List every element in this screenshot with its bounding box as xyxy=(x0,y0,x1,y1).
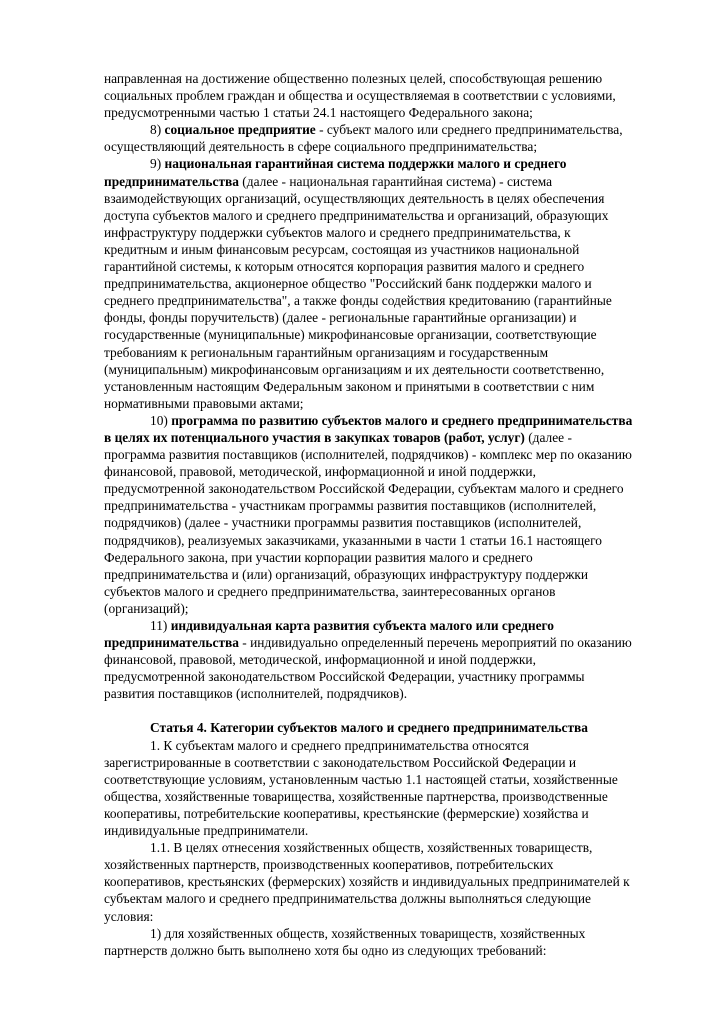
paragraph-text: 1) для хозяйственных обществ, хозяйственных товариществ, хозяйственных партнерств должно быть выполнено хотя бы одно из следующих требований: xyxy=(104,925,586,958)
definition-text: - индивидуально определенный перечень мероприятий по оказанию финансовой, правовой, методической, информационной и иной поддержки, предусмотренной законодательством Российской Федерации, участнику программы развития поставщиков (исполнителей, подрядчиков). xyxy=(104,635,632,702)
item-number: 9) xyxy=(150,156,165,172)
paragraph-item-8 xyxy=(104,121,636,155)
article-paragraph-1 xyxy=(104,737,636,840)
defined-term: национальная гарантийная система поддержки малого и среднего предпринимательства xyxy=(104,156,567,189)
paragraph-item-9 xyxy=(104,155,636,411)
item-number: 10) xyxy=(150,412,172,428)
paragraph-item-11 xyxy=(104,617,636,702)
definition-text: (далее - программа развития поставщиков (исполнителей, подрядчиков) - комплекс мер по оказанию финансовой, правовой, методической, информационной и иной поддержки, предусмотренной законодательством Российской Федерации, субъектам малого и среднего предпринимательства - участникам программы развития поставщиков (исполнителей, подрядчиков) (далее - участники программы развития поставщиков (исполнителей, подрядчиков), реализуемых заказчиками, указанными в части 1 статьи 16.1 настоящего Федерального закона, при участии корпорации развития малого и среднего предпринимательства и (или) организаций, образующих инфраструктуру поддержки субъектов малого и среднего предпринимательства, заинтересованных органов (организаций); xyxy=(104,429,632,616)
item-number: 11) xyxy=(150,618,171,633)
defined-term: индивидуальная карта развития субъекта малого или среднего предпринимательства xyxy=(104,618,554,651)
article-heading: Статья 4. Категории субъектов малого и среднего предпринимательства xyxy=(150,720,588,736)
definition-text: - субъект малого или среднего предпринимательства, осуществляющий деятельность в сфере социального предпринимательства; xyxy=(104,122,623,155)
paragraph-text: 1. К субъектам малого и среднего предпринимательства относятся зарегистрированные в соответствии с законодательством Российской Федерации и соответствующие условиям, установленным частью 1.1 настоящей статьи, хозяйственные общества, хозяйственные товарищества, хозяйственные партнерства, производственные кооперативы, потребительские кооперативы, крестьянские (фермерские) хозяйства и индивидуальные предприниматели. xyxy=(104,737,618,839)
paragraph-text: 1.1. В целях отнесения хозяйственных обществ, хозяйственных товариществ, хозяйственных партнерств, производственных кооперативов, потребительских кооперативов, крестьянских (фермерских) хозяйств и индивидуальных предпринимателей к субъектам малого и среднего предпринимательства должны выполняться следующие условия: xyxy=(104,840,630,924)
article-paragraph-1-1-1 xyxy=(104,925,636,959)
paragraph-text: направленная на достижение общественно полезных целей, способствующая решению социальных проблем граждан и общества и осуществляемая в соответствии с условиями, предусмотренными частью 1 статьи 24.1 настоящего Федерального закона; xyxy=(104,71,616,121)
defined-term: программа по развитию субъектов малого и среднего предпринимательства в целях их потенциального участия в закупках товаров (работ, услуг) xyxy=(104,412,633,445)
article-paragraph-1-1 xyxy=(104,839,636,924)
paragraph-item-10 xyxy=(104,412,636,617)
defined-term: социальное предприятие xyxy=(164,122,316,138)
definition-text: (далее - национальная гарантийная система) - система взаимодействующих организаций, осуществляющих деятельность в целях обеспечения доступа субъектов малого и среднего предпринимательства и организаций, образующих инфраструктуру поддержки субъектов малого и среднего предпринимательства, к кредитным и иным финансовым ресурсам, состоящая из участников национальной гарантийной системы, к которым относятся корпорация развития малого и среднего предпринимательства, акционерное общество "Российский банк поддержки малого и среднего предпринимательства", а также фонды содействия кредитованию (гарантийные фонды, фонды поручительств) (далее - региональные гарантийные организации) и государственные (муниципальные) микрофинансовые организации, соответствующие требованиям к региональным гарантийным организациям и государственным (муниципальным) микрофинансовым организациям и их деятельности соответственно, установленным настоящим Федеральным законом и принятыми в соответствии с ним нормативными правовыми актами; xyxy=(104,173,612,411)
paragraph-continuation xyxy=(104,70,636,121)
item-number: 8) xyxy=(150,122,165,138)
